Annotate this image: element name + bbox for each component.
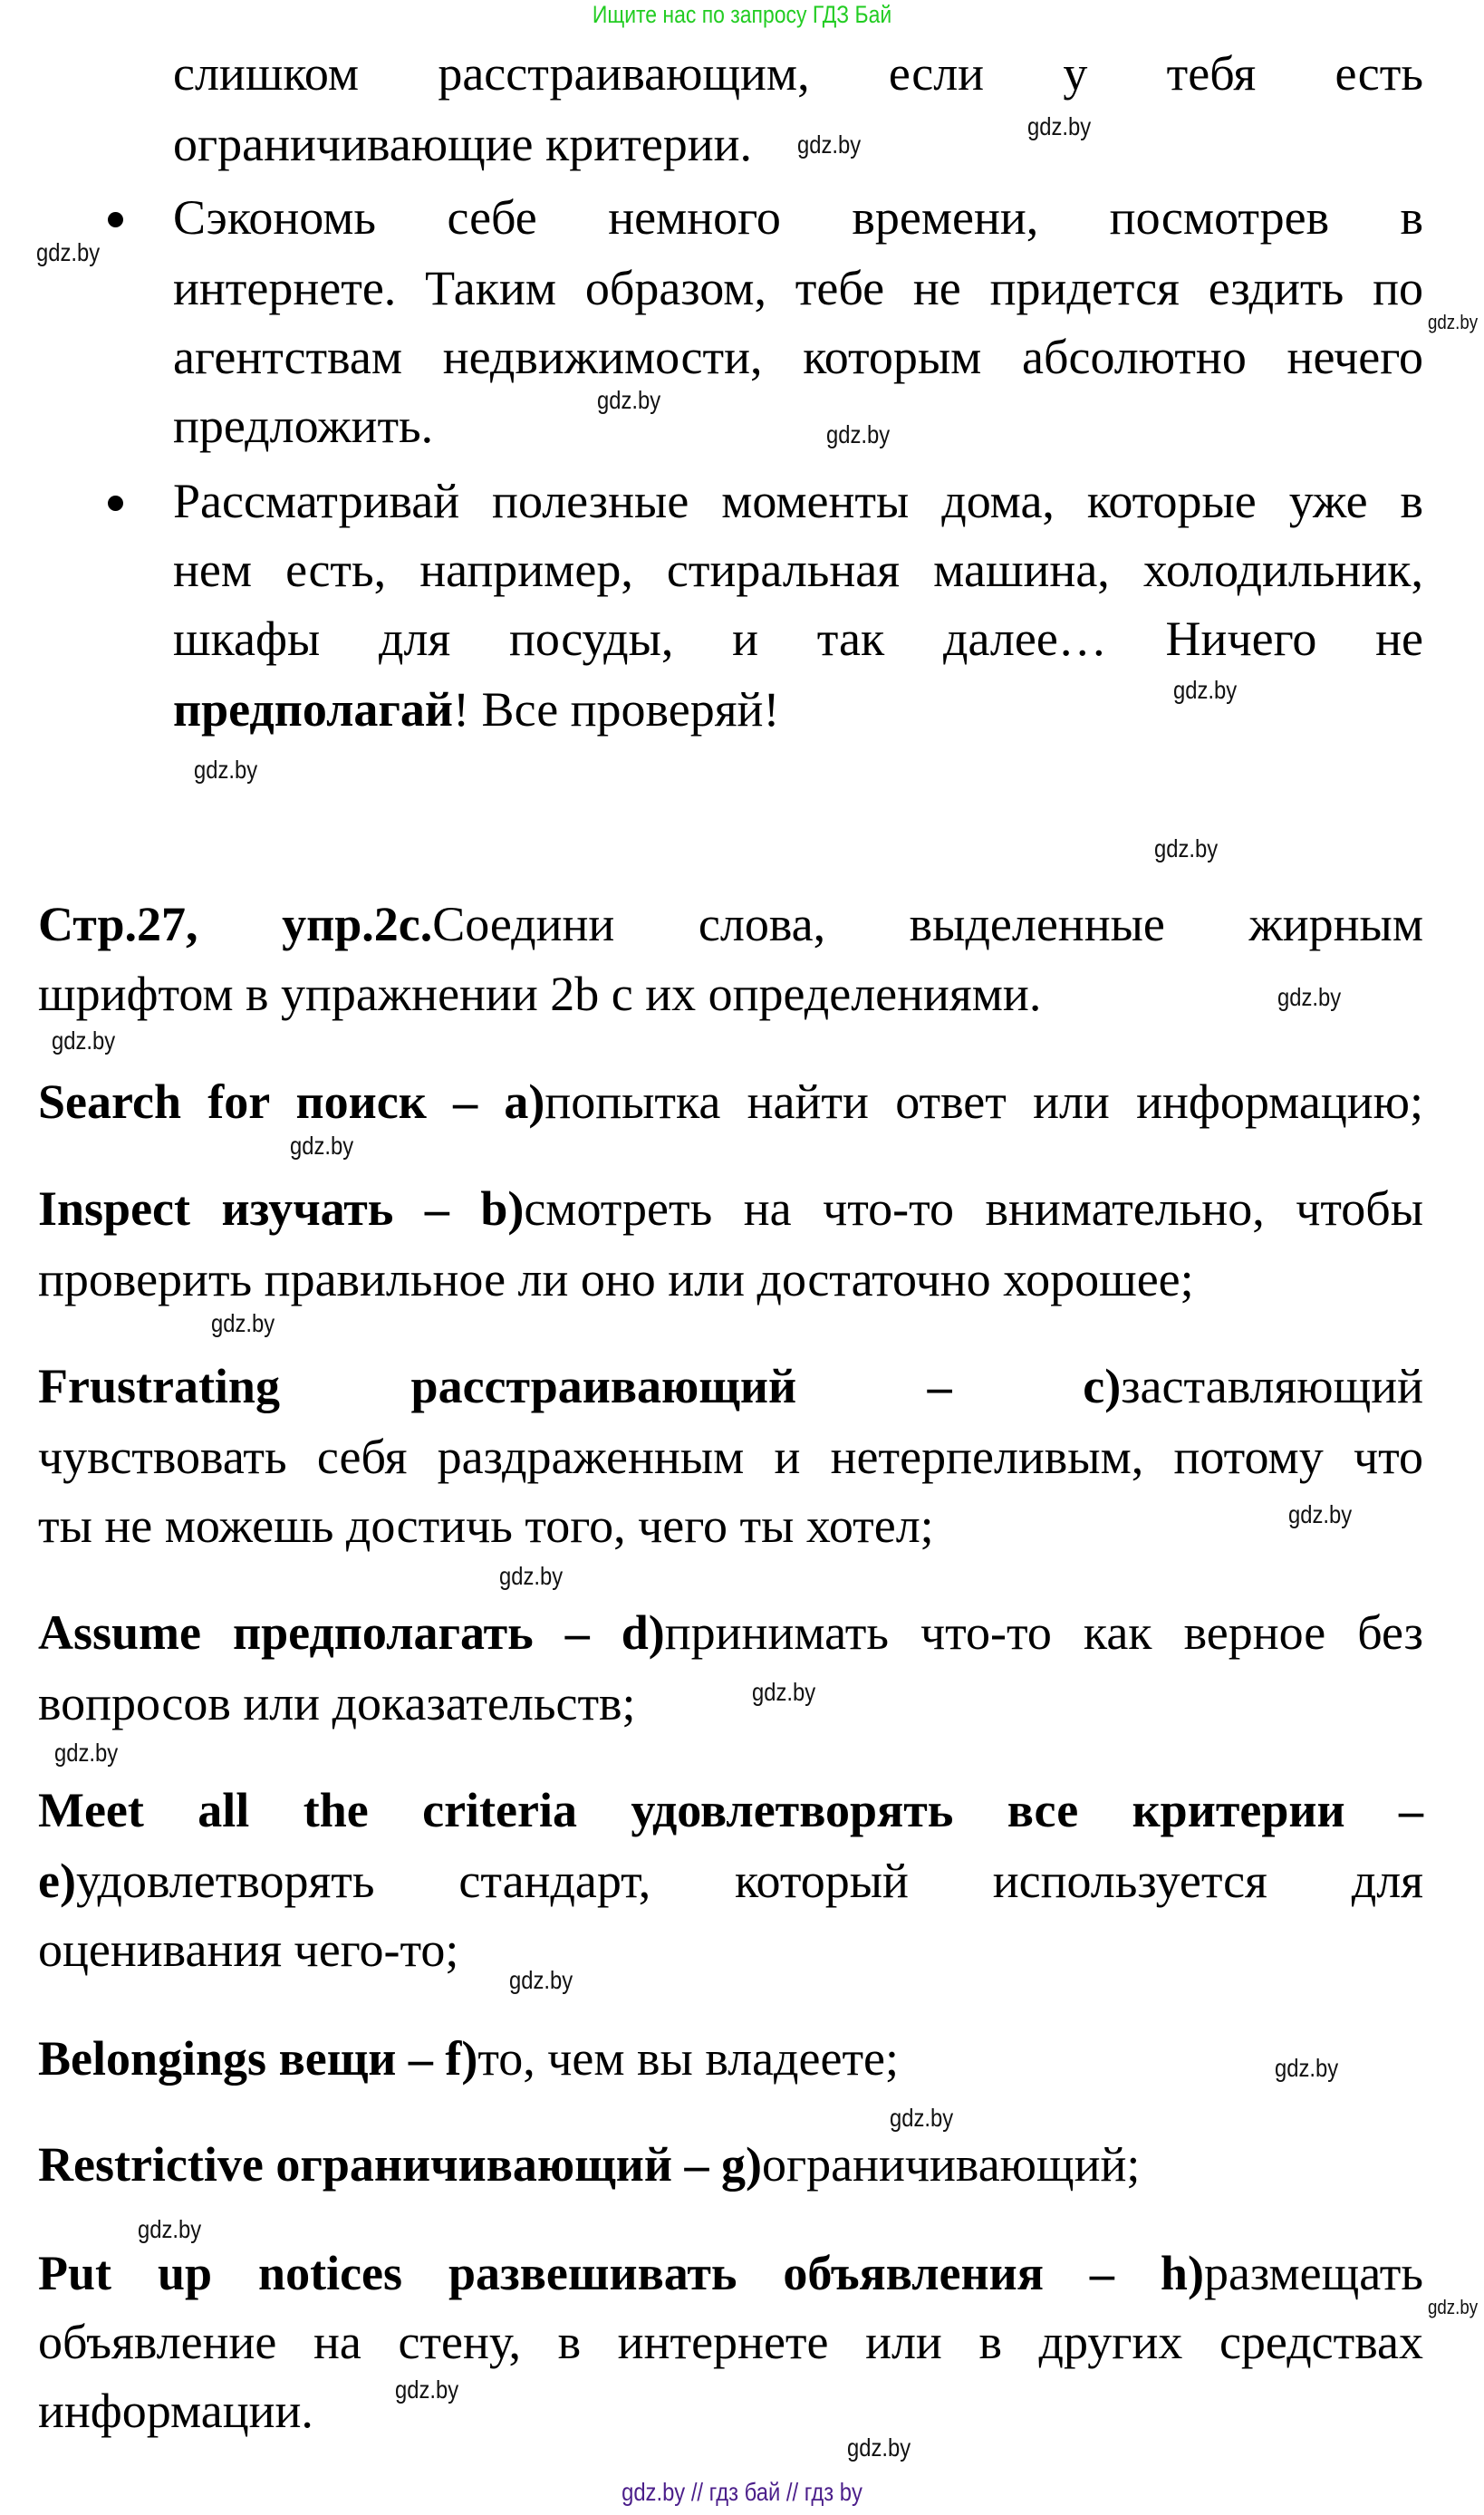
bullet-icon — [108, 496, 123, 511]
text-segment: ограничивающие критерии. — [173, 117, 753, 172]
text-line — [173, 189, 1423, 246]
bold-term: Assume предполагать – d) — [38, 1605, 665, 1661]
bullet-icon — [108, 212, 123, 227]
text-line — [38, 2314, 1423, 2370]
text-segment: попытка найти ответ или информацию; — [544, 1074, 1423, 1129]
search-hint-banner: Ищите нас по запросу ГДЗ Бай — [592, 1, 892, 28]
text-line — [38, 1675, 1423, 1731]
text-line — [38, 1074, 1423, 1130]
text-segment: предложить. — [173, 399, 434, 454]
bold-term: Стр.27, упр.2с. — [38, 896, 433, 951]
watermark: gdz.by — [395, 2375, 459, 2404]
text-line — [38, 1180, 1423, 1237]
text-segment: интернете. Таким образом, тебе не придется ездить по — [173, 261, 1423, 316]
watermark: gdz.by — [1173, 675, 1238, 704]
watermark: gdz.by — [825, 419, 890, 448]
watermark: gdz.by — [1274, 2053, 1338, 2082]
watermark: gdz.by — [289, 1132, 353, 1161]
text-segment: ограничивающий; — [761, 2136, 1141, 2192]
watermark: gdz.by — [1154, 834, 1219, 862]
watermark: gdz.by — [1428, 2296, 1479, 2319]
watermark: gdz.by — [597, 385, 661, 414]
text-segment: нем есть, например, стиральная машина, холодильник, — [173, 543, 1423, 598]
text-line — [38, 1922, 1423, 1978]
text-segment: Рассматривай полезные моменты дома, которые уже в — [173, 474, 1423, 529]
text-segment: оценивания чего-то; — [38, 1922, 459, 1978]
watermark: gdz.by — [1428, 311, 1479, 334]
text-segment: смотреть на что-то внимательно, чтобы — [524, 1181, 1424, 1237]
bold-term: e) — [38, 1854, 76, 1909]
text-line — [38, 966, 1423, 1022]
bold-term: Meet all the criteria удовлетворять все критерии – — [38, 1783, 1423, 1838]
footer-watermark: gdz.by // гдз бай // гдз by — [622, 2478, 862, 2506]
text-segment: шкафы для посуды, и так далее… Ничего не — [173, 612, 1423, 667]
watermark: gdz.by — [796, 130, 862, 159]
text-segment: шрифтом в упражнении 2b с их определениями. — [38, 967, 1042, 1022]
text-segment: Сэкономь себе немного времени, посмотрев в — [173, 190, 1423, 246]
text-segment: информации. — [38, 2384, 313, 2439]
text-segment: принимать что-то как верное без — [664, 1605, 1423, 1661]
text-line — [38, 2136, 1423, 2192]
bold-term: Restrictive ограничивающий – g) — [38, 2136, 762, 2192]
text-line — [38, 1429, 1423, 1485]
text-segment: заставляющий — [1121, 1359, 1423, 1414]
bold-term: предполагай — [173, 681, 454, 737]
text-segment: объявление на стену, в интернете или в других средствах — [38, 2315, 1423, 2370]
watermark: gdz.by — [211, 1309, 275, 1338]
text-line — [38, 1498, 1423, 1554]
watermark: gdz.by — [508, 1965, 573, 1994]
bold-term: Belongings вещи – f) — [38, 2031, 478, 2086]
watermark: gdz.by — [193, 755, 257, 784]
text-line — [173, 611, 1423, 667]
bold-term: Put up notices развешивать объявления – h) — [38, 2246, 1204, 2301]
watermark: gdz.by — [1027, 111, 1092, 140]
text-segment: чувствовать себя раздраженным и нетерпеливым, потому что — [38, 1429, 1423, 1484]
text-segment: проверить правильное ли оно или достаточно хорошее; — [38, 1251, 1194, 1306]
text-line — [38, 1251, 1423, 1307]
watermark: gdz.by — [499, 1562, 564, 1591]
text-line — [38, 1782, 1423, 1838]
text-segment: размещать — [1203, 2246, 1423, 2301]
watermark: gdz.by — [1288, 1499, 1353, 1528]
watermark: gdz.by — [51, 1026, 115, 1055]
bold-term: Frustrating расстраивающий – c) — [38, 1359, 1122, 1414]
watermark: gdz.by — [890, 2103, 954, 2132]
text-segment: Соедини слова, выделенные жирным — [432, 896, 1423, 951]
text-line — [38, 1604, 1423, 1661]
text-line — [38, 2383, 1423, 2439]
text-segment: слишком расстраивающим, если у тебя есть — [173, 46, 1423, 101]
watermark: gdz.by — [846, 2433, 911, 2462]
text-line — [173, 542, 1423, 598]
text-line — [173, 398, 1423, 454]
watermark: gdz.by — [752, 1677, 816, 1706]
text-segment: агентствам недвижимости, которым абсолютно нечего — [173, 330, 1423, 385]
text-segment: ! Все проверяй! — [453, 681, 780, 737]
text-line — [173, 473, 1423, 529]
text-line — [38, 1358, 1423, 1414]
bold-term: Inspect изучать – b) — [38, 1181, 525, 1237]
text-segment: вопросов или доказательств; — [38, 1676, 636, 1731]
watermark: gdz.by — [54, 1738, 119, 1767]
text-line — [173, 329, 1423, 385]
text-line — [38, 2245, 1423, 2301]
bold-term: Search for поиск – a) — [38, 1074, 545, 1129]
text-line — [38, 2030, 1423, 2086]
watermark: gdz.by — [137, 2215, 202, 2244]
text-line — [173, 260, 1423, 316]
text-line — [173, 45, 1423, 101]
text-segment: ты не можешь достичь того, чего ты хотел; — [38, 1498, 934, 1553]
text-line — [38, 1853, 1423, 1909]
watermark: gdz.by — [35, 238, 101, 267]
text-line — [38, 896, 1423, 952]
watermark: gdz.by — [1277, 982, 1342, 1011]
text-segment: удовлетворять стандарт, который используется для — [75, 1854, 1423, 1909]
text-segment: то, чем вы владеете; — [477, 2031, 900, 2086]
